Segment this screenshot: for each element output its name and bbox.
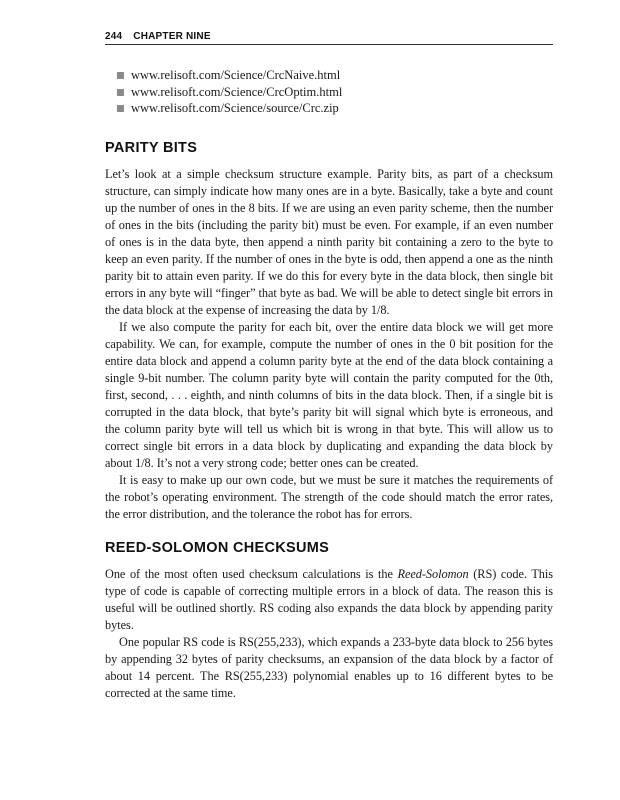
url-text: www.relisoft.com/Science/CrcNaive.html (131, 68, 341, 82)
section-heading-parity-bits: PARITY BITS (105, 140, 198, 156)
paragraph-text: (RS) code. This type of code is capable of correcting multiple errors in a block of data. The reason this is useful will be outlined shortly. RS coding also expands the data block by appending parity bytes. (105, 567, 553, 632)
reed-solomon-section-body (105, 566, 553, 702)
bullet-square-icon (117, 105, 124, 112)
bullet-square-icon (117, 89, 124, 96)
url-text: www.relisoft.com/Science/CrcOptim.html (131, 84, 343, 99)
paragraph (105, 566, 553, 634)
paragraph: One popular RS code is RS(255,233), which expands a 233-byte data block to 256 bytes by appending 32 bytes of parity checksums, an expansion of the data block by a factor of about 14 percent. The RS(255,233) polynomial enables up to 16 different bytes to be corrected at the same time. (105, 635, 553, 700)
page-number: 244 (105, 31, 123, 42)
bullet-square-icon (117, 72, 124, 79)
paragraph: Let’s look at a simple checksum structure example. Parity bits, as part of a checksum structure, can simply indicate how many ones are in a byte. Basically, take a byte and count up the number of ones in the 8 bits. If we are using an even parity scheme, then the number of ones in the bits (including the parity bit) must be even. For example, if an even number of ones is in the data byte, then append a ninth parity bit containing a zero to the byte to keep an even parity. If the number of ones in the byte is odd, then append a one as the ninth parity bit to attain even parity. If we do this for every byte in the data block, then single bit errors in any byte will “finger” that byte as bad. We will be able to detect single bit errors in the data block at the expense of increasing the data by 1/8. (105, 167, 553, 317)
paragraph: If we also compute the parity for each bit, over the entire data block we will get more capability. We can, for example, compute the number of ones in the 0 bit position for the entire data block and append a column parity byte at the end of the data block containing a single 9-bit number. The column parity byte will contain the parity computed for the 0th, first, second, . . . eighth, and ninth columns of bits in the data block. Then, if a single bit is corrupted in the data block, that byte’s parity bit will signal which byte is erroneous, and the column parity byte will tell us which bit is wrong in that byte. This will allow us to correct single bit errors in a data block by duplicating and expanding the data block by about 1/8. It’s not a very strong code; better ones can be created. (105, 320, 553, 470)
paragraph: It is easy to make up our own code, but we must be sure it matches the requirements of the robot’s operating environment. The strength of the code should match the error rates, the error distribution, and the tolerance the robot has for errors. (105, 473, 553, 521)
url-list (117, 67, 342, 117)
chapter-title: CHAPTER NINE (133, 31, 211, 42)
italic-term: Reed-Solomon (397, 567, 469, 581)
list-item (117, 100, 342, 117)
section-heading-reed-solomon: REED-SOLOMON CHECKSUMS (105, 540, 330, 556)
running-header (105, 31, 553, 45)
parity-section-body (105, 166, 553, 523)
url-text: www.relisoft.com/Science/source/Crc.zip (131, 101, 339, 115)
list-item (117, 67, 342, 84)
list-item (117, 84, 342, 101)
paragraph-text: One of the most often used checksum calculations is the (105, 567, 398, 581)
